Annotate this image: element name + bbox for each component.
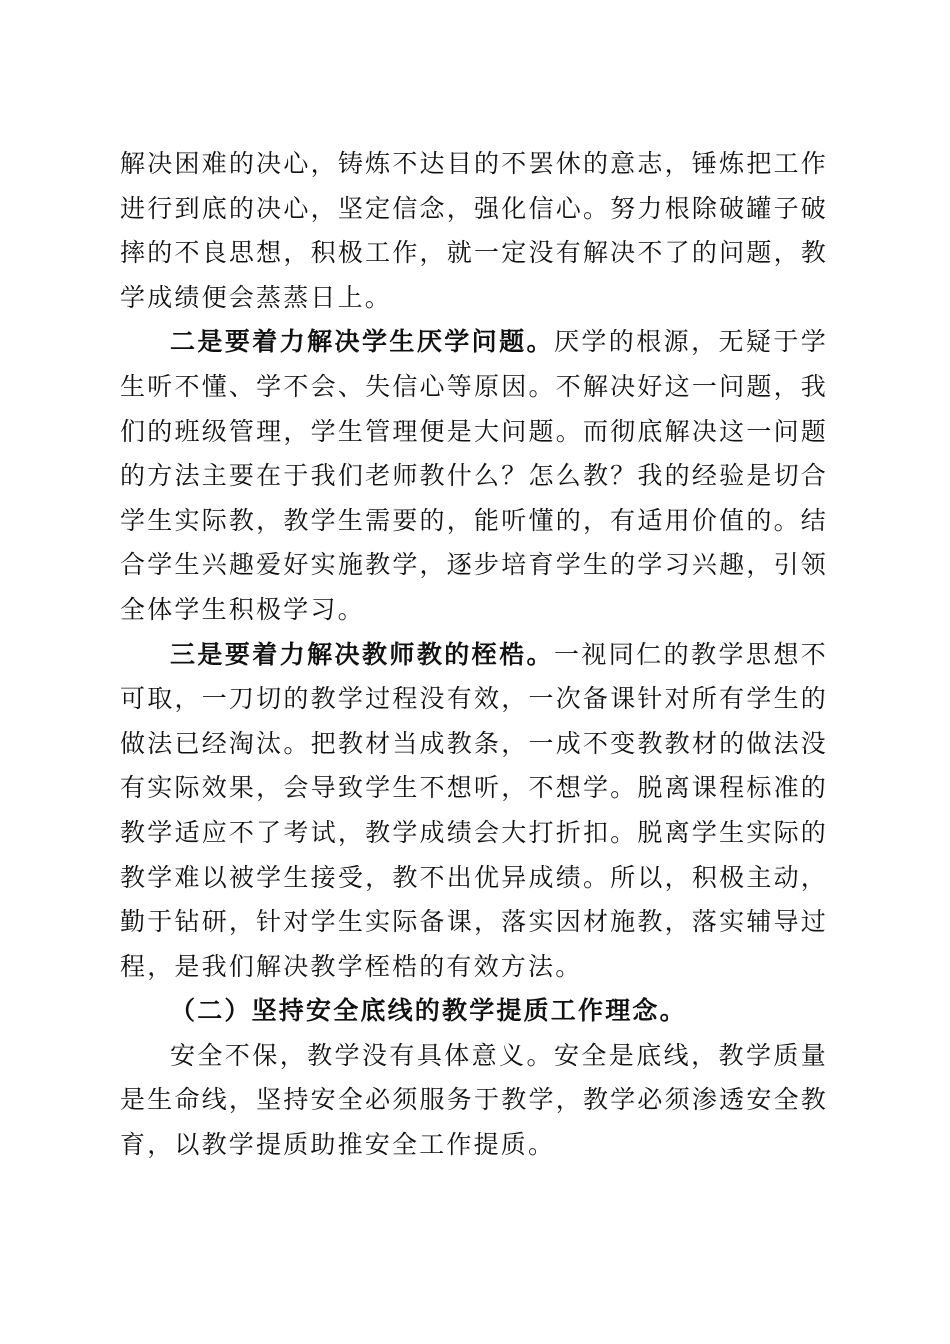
paragraph-continuation [120,142,828,320]
paragraph-lead: 二是要着力解决学生厌学问题。 [170,327,554,357]
paragraph-teacher-constraints [120,633,828,990]
section-heading: （二）坚持安全底线的教学提质工作理念。 [170,996,687,1026]
paragraph-text: 厌学的根源，无疑于学生听不懂、学不会、失信心等原因。不解决好这一问题，我们的班级管理，学生管理便是大问题。而彻底解决这一问题的方法主要在于我们老师教什么？怎么教？我的经验是切合学生实际教，教学生需要的，能听懂的，有适用价值的。结合学生兴趣爱好实施教学，逐步培育学生的学习兴趣，引领全体学生积极学习。 [120,327,828,624]
paragraph-text: 一视同仁的教学思想不可取，一刀切的教学过程没有效，一次备课针对所有学生的做法已经淘汰。把教材当成教条，一成不变教教材的做法没有实际效果，会导致学生不想听，不想学。脱离课程标准的教学适应不了考试，教学成绩会大打折扣。脱离学生实际的教学难以被学生接受，教不出优异成绩。所以，积极主动，勤于钻研，针对学生实际备课，落实因材施教，落实辅导过程，是我们解决教学桎梏的有效方法。 [120,639,828,981]
paragraph-safety: 安全不保，教学没有具体意义。安全是底线，教学质量是生命线，坚持安全必须服务于教学，教学必须渗透安全教育，以教学提质助推安全工作提质。 [120,1040,828,1160]
paragraph-text: 解决困难的决心，铸炼不达目的不罢休的意志，锤炼把工作进行到底的决心，坚定信念，强化信心。努力根除破罐子破摔的不良思想，积极工作，就一定没有解决不了的问题，教学成绩便会蒸蒸日上。 [120,149,828,312]
paragraph-student-weariness [120,320,828,632]
paragraph-lead: 三是要着力解决教师教的桎梏。 [170,639,554,669]
document-body [120,142,828,1168]
